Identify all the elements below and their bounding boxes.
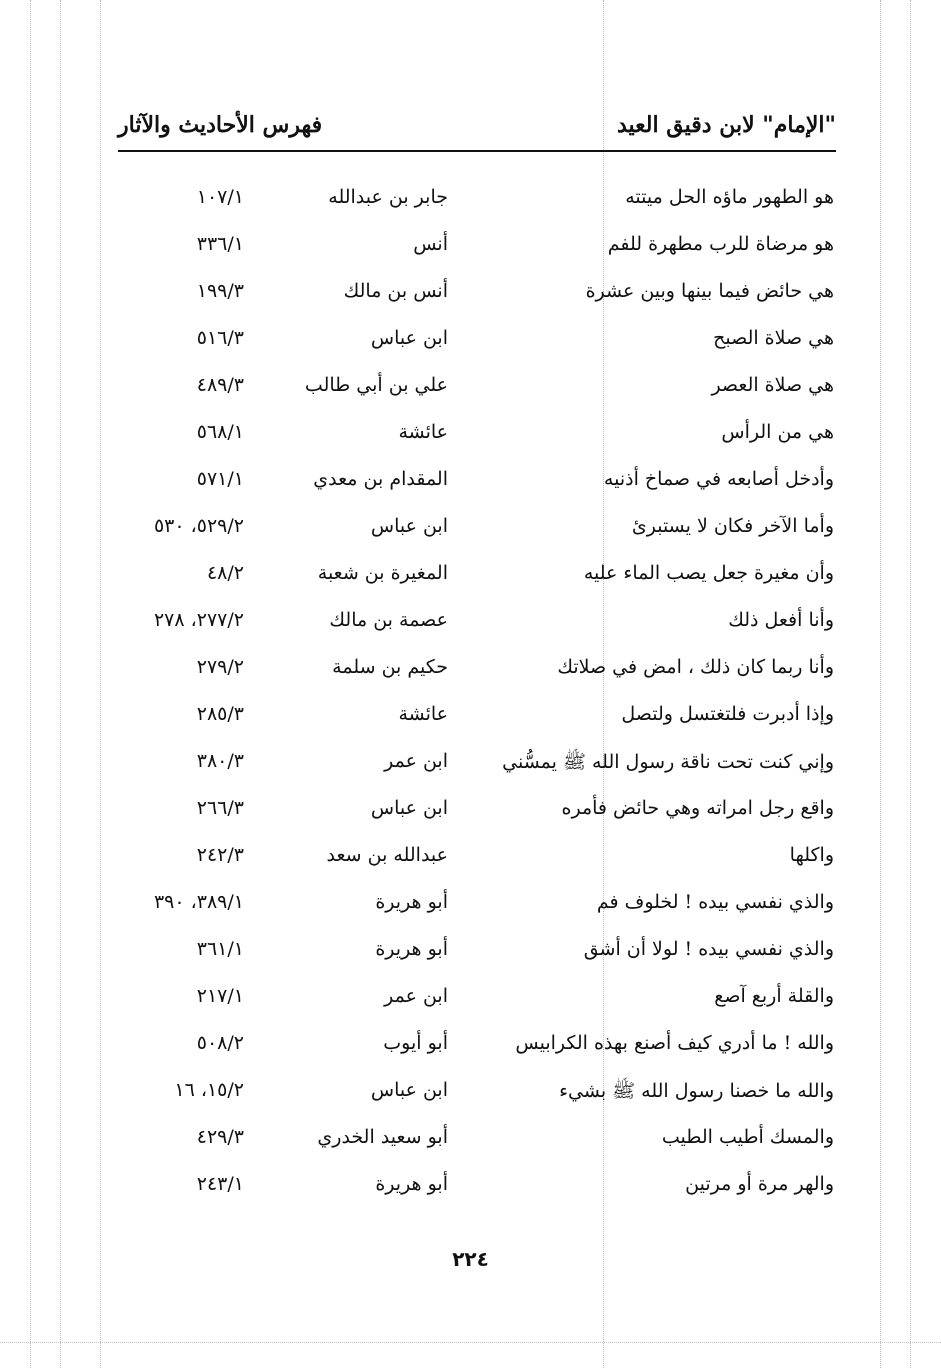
hadith-text: هي صلاة الصبح [713,327,834,349]
index-row [118,374,834,421]
index-row [118,280,834,327]
volume-page-reference: ١٥/٢، ١٦ [174,1079,244,1101]
page-number: ٢٢٤ [452,1247,489,1271]
index-row [118,938,834,985]
index-row [118,750,834,797]
volume-page-reference: ٥١٦/٣ [196,327,244,349]
narrator-name: عائشة [398,421,448,443]
header-divider [118,150,836,152]
page-header [118,112,836,152]
index-row [118,186,834,233]
index-row [118,1079,834,1126]
index-row [118,891,834,938]
index-row [118,1173,834,1220]
hadith-text: هي حائض فيما بينها وبين عشرة [585,280,834,302]
hadith-text: والهر مرة أو مرتين [685,1173,834,1195]
narrator-name: ابن عباس [370,327,448,349]
index-row [118,797,834,844]
narrator-name: أبو أيوب [383,1032,448,1054]
hadith-text: هو مرضاة للرب مطهرة للفم [607,233,834,255]
volume-page-reference: ٥٠٨/٢ [196,1032,244,1054]
scan-artifact-line [100,0,101,1368]
index-row [118,327,834,374]
narrator-name: عصمة بن مالك [329,609,448,631]
hadith-text: وإني كنت تحت ناقة رسول الله ﷺ يمسُّني [502,751,834,773]
hadith-text: هو الطهور ماؤه الحل ميتته [625,186,834,208]
index-title: فهرس الأحاديث والآثار [118,112,323,138]
narrator-name: ابن عمر [384,750,448,772]
narrator-name: عائشة [398,703,448,725]
hadith-text: وأن مغيرة جعل يصب الماء عليه [583,562,834,584]
index-row [118,468,834,515]
scan-artifact-line [910,0,911,1368]
volume-page-reference: ٢٦٦/٣ [196,797,244,819]
scan-artifact-line [60,0,61,1368]
index-row [118,609,834,656]
scan-artifact-line [880,0,881,1368]
narrator-name: أبو سعيد الخدري [317,1126,448,1148]
volume-page-reference: ٣٨٩/١، ٣٩٠ [153,891,244,913]
narrator-name: أبو هريرة [375,1173,448,1195]
index-row [118,985,834,1032]
narrator-name: المغيرة بن شعبة [317,562,448,584]
index-row [118,233,834,280]
narrator-name: أبو هريرة [375,938,448,960]
scan-artifact-line [0,1342,941,1343]
narrator-name: عبدالله بن سعد [326,844,448,866]
volume-page-reference: ٣٣٦/١ [196,233,244,255]
volume-page-reference: ٤٨/٢ [206,562,244,584]
hadith-text: هي صلاة العصر [711,374,834,396]
index-row [118,1032,834,1079]
hadith-text: وأنا ربما كان ذلك ، امض في صلاتك [557,656,834,678]
narrator-name: حكيم بن سلمة [332,656,448,678]
book-title: "الإمام" لابن دقيق العيد [616,112,836,138]
volume-page-reference: ٤٢٩/٣ [196,1126,244,1148]
volume-page-reference: ٢٧٩/٢ [196,656,244,678]
index-row [118,421,834,468]
hadith-text: والذي نفسي بيده ! لخلوف فم [596,891,834,913]
hadith-index-list [118,186,834,1220]
narrator-name: المقدام بن معدي [313,468,448,490]
hadith-text: هي من الرأس [721,421,834,443]
volume-page-reference: ٢٨٥/٣ [196,703,244,725]
volume-page-reference: ٣٦١/١ [196,938,244,960]
volume-page-reference: ٢١٧/١ [196,985,244,1007]
hadith-text: وأنا أفعل ذلك [728,609,834,631]
narrator-name: ابن عباس [370,797,448,819]
index-row [118,656,834,703]
index-row [118,703,834,750]
volume-page-reference: ٤٨٩/٣ [196,374,244,396]
narrator-name: ابن عباس [370,1079,448,1101]
volume-page-reference: ٥٧١/١ [196,468,244,490]
index-row [118,1126,834,1173]
volume-page-reference: ٢٤٢/٣ [196,844,244,866]
narrator-name: ابن عباس [370,515,448,537]
hadith-text: واكلها [789,844,834,866]
volume-page-reference: ٥٢٩/٢، ٥٣٠ [153,515,244,537]
narrator-name: ابن عمر [384,985,448,1007]
volume-page-reference: ٢٧٧/٢، ٢٧٨ [153,609,244,631]
hadith-text: والذي نفسي بيده ! لولا أن أشق [583,938,834,960]
index-row [118,844,834,891]
hadith-text: والمسك أطيب الطيب [661,1126,834,1148]
narrator-name: أنس بن مالك [343,280,448,302]
volume-page-reference: ٣٨٠/٣ [196,750,244,772]
scan-artifact-line [30,0,31,1368]
volume-page-reference: ٢٤٣/١ [196,1173,244,1195]
hadith-text: وأدخل أصابعه في صماخ أذنيه [603,468,834,490]
narrator-name: أنس [413,233,448,255]
hadith-text: والقلة أربع آصع [714,985,834,1007]
volume-page-reference: ٥٦٨/١ [196,421,244,443]
narrator-name: جابر بن عبدالله [328,186,448,208]
hadith-text: والله ما خصنا رسول الله ﷺ بشيء [559,1080,834,1102]
hadith-text: وأما الآخر فكان لا يستبرئ [631,515,834,537]
index-row [118,515,834,562]
volume-page-reference: ١٠٧/١ [196,186,244,208]
volume-page-reference: ١٩٩/٣ [196,280,244,302]
hadith-text: وإذا أدبرت فلتغتسل ولتصل [621,703,834,725]
hadith-text: والله ! ما أدري كيف أصنع بهذه الكرابيس [515,1032,834,1054]
narrator-name: علي بن أبي طالب [304,374,448,396]
hadith-text: واقع رجل امراته وهي حائض فأمره [561,797,834,819]
index-row [118,562,834,609]
narrator-name: أبو هريرة [375,891,448,913]
